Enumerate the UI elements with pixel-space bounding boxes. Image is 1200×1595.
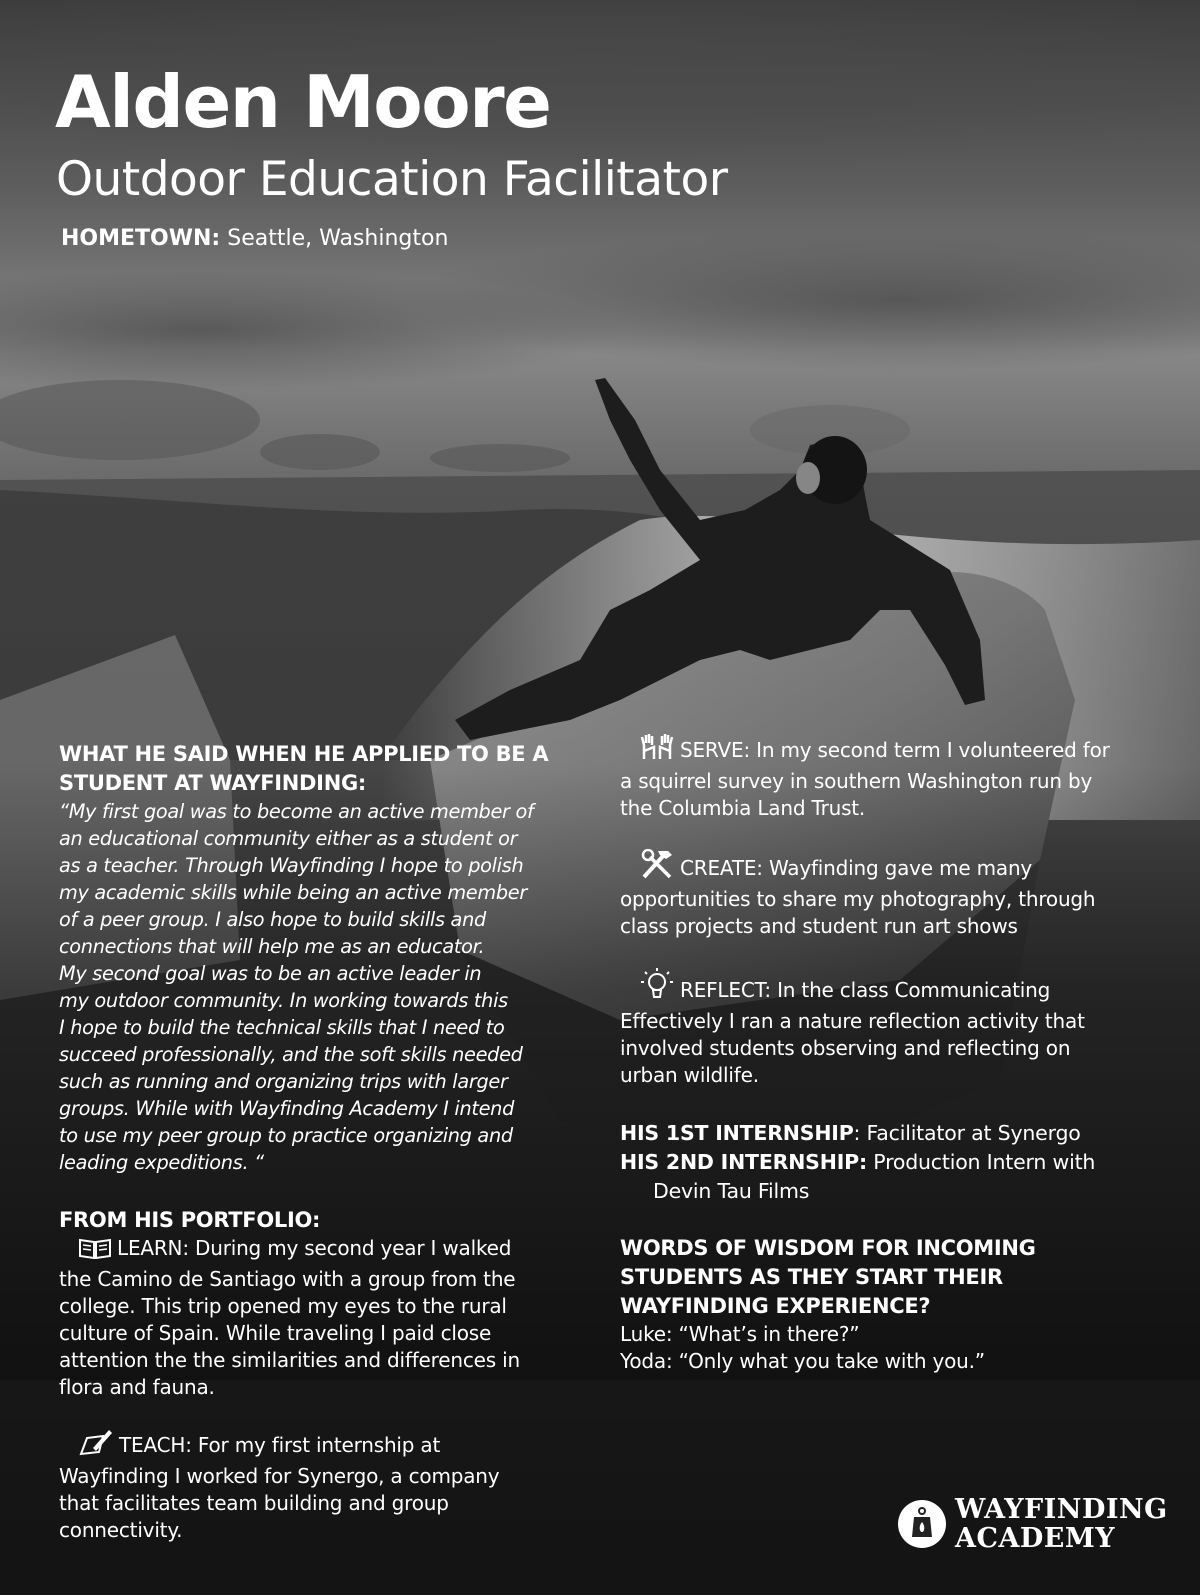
portfolio-heading: FROM HIS PORTFOLIO: (59, 1208, 321, 1232)
pencil-paper-icon (79, 1428, 113, 1463)
portfolio-create: CREATE: Wayfinding gave me many opportunities to share my photography, through class projects and student run art shows (620, 849, 1160, 940)
hometown-label: HOMETOWN: (61, 226, 221, 251)
hammer-wrench-icon (640, 849, 674, 886)
lightbulb-icon (640, 967, 674, 1008)
left-column (59, 740, 594, 1544)
hometown (61, 226, 448, 252)
lantern-icon (898, 1500, 946, 1548)
portfolio-learn: LEARN: During my second year I walked the Camino de Santiago with a group from the college. This trip opened my eyes to the rural culture of Spain. While traveling I paid close attention the the similarities and differences in flora and fauna. (59, 1236, 520, 1399)
job-title: Outdoor Education Facilitator (56, 152, 728, 207)
logo-line1: WAYFINDING (955, 1494, 1168, 1525)
first-internship: HIS 1ST INTERNSHIP: Facilitator at Synergo (620, 1121, 1081, 1145)
portfolio-reflect: REFLECT: In the class Communicating Effectively I ran a nature reflection activity that involved students observing and reflecting on urban wildlife. (620, 967, 1160, 1089)
book-icon (79, 1237, 111, 1266)
logo-line2: ACADEMY (955, 1523, 1116, 1554)
application-quote: “My first goal was to become an active member of an educational community either as a student or as a teacher. Through Wayfinding I hope to polish my academic skills while being an active member of a peer group. I also hope to build skills and connections that will help me as an educator. My second goal was to be an active leader in my outdoor community. In working towards this I hope to build the technical skills that I need to succeed professionally, and the soft skills needed such as running and organizing trips with larger groups. While with Wayfinding Academy I intend to use my peer group to practice organizing and leading expeditions. “ (59, 800, 534, 1174)
wisdom-quote: Luke: “What’s in there?” Yoda: “Only what you take with you.” (620, 1322, 985, 1373)
portfolio-serve: SERVE: In my second term I volunteered for a squirrel survey in southern Washington run by the Columbia Land Trust. (620, 733, 1160, 822)
internships: HIS 1ST INTERNSHIP: Facilitator at Synergo HIS 2ND INTERNSHIP: Production Intern with Devin Tau Films (620, 1119, 1160, 1206)
hometown-value: Seattle, Washington (227, 226, 449, 251)
wayfinding-academy-logo (898, 1495, 1168, 1553)
right-column (620, 733, 1160, 1375)
application-heading: WHAT HE SAID WHEN HE APPLIED TO BE A STUDENT AT WAYFINDING: (59, 742, 549, 795)
second-internship: HIS 2ND INTERNSHIP: Production Intern with (620, 1150, 1096, 1174)
person-name: Alden Moore (55, 60, 551, 144)
raised-hands-icon (640, 733, 674, 768)
wisdom-heading: WORDS OF WISDOM FOR INCOMING STUDENTS AS THEY START THEIR WAYFINDING EXPERIENCE? (620, 1236, 1036, 1318)
portfolio-teach: TEACH: For my first internship at Wayfinding I worked for Synergo, a company that facilitates team building and group connectivity. (59, 1428, 594, 1544)
